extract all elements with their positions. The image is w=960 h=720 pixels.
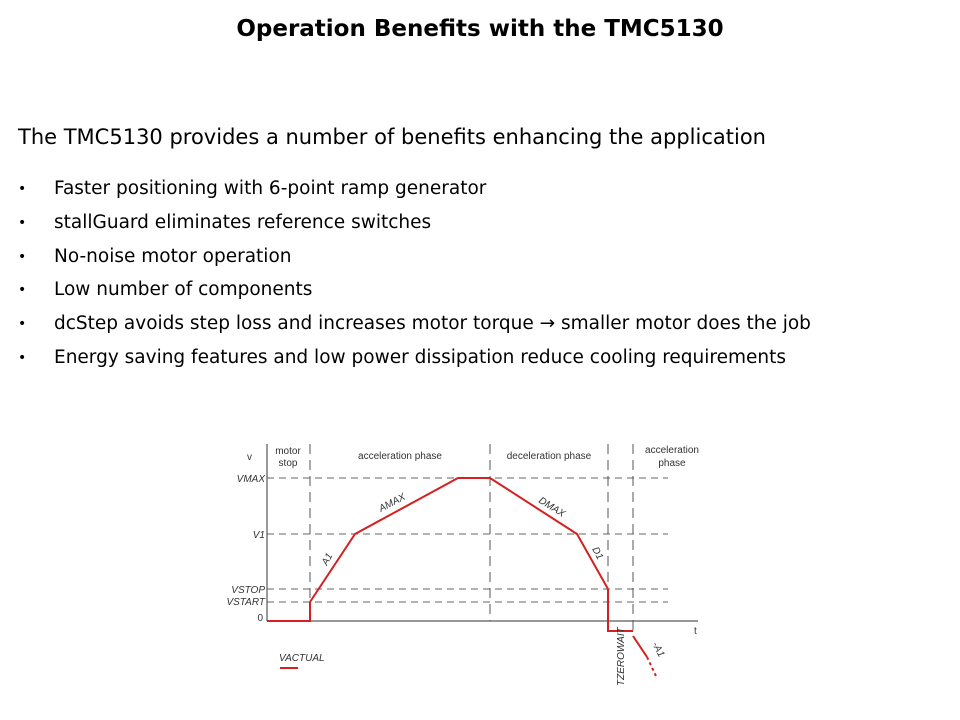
level-vmax: VMAX <box>236 474 265 485</box>
segment-amax: AMAX <box>377 491 408 515</box>
phase-label-acceleration2: acceleration <box>645 445 699 456</box>
segment-d1: D1 <box>589 545 606 562</box>
benefits-list <box>18 176 811 379</box>
vactual-ramp <box>267 478 633 631</box>
level-vstart: VSTART <box>226 597 265 608</box>
bullet-item: • dcStep avoids step loss and increases motor torque → smaller motor does the job <box>18 311 811 345</box>
segment-tzerowait: TZEROWAIT <box>616 627 627 686</box>
legend-label: VACTUAL <box>279 653 325 664</box>
phase-label-stop: stop <box>278 458 298 469</box>
bullet-item: • Faster positioning with 6-point ramp generator <box>18 176 811 210</box>
negative-ramp-dotted <box>647 657 656 676</box>
bullet-item: • No-noise motor operation <box>18 244 811 278</box>
velocity-ramp-diagram <box>220 436 720 686</box>
phase-grid <box>310 444 633 631</box>
bullet-item: • Low number of components <box>18 277 811 311</box>
bullet-item: • Energy saving features and low power dissipation reduce cooling requirements <box>18 345 811 379</box>
phase-label-acceleration2-phase: phase <box>658 458 686 469</box>
bullet-item: • stallGuard eliminates reference switches <box>18 210 811 244</box>
intro-text: The TMC5130 provides a number of benefits enhancing the application <box>18 125 766 149</box>
level-v1: V1 <box>252 530 265 541</box>
level-vstop: VSTOP <box>231 585 265 596</box>
phase-label-deceleration: deceleration phase <box>506 451 592 462</box>
level-zero: 0 <box>257 613 263 624</box>
segment-neg-a1: -A1 <box>649 640 667 660</box>
t-axis-label: t <box>694 626 697 637</box>
segment-a1: A1 <box>319 551 336 568</box>
v-axis-label: v <box>247 452 252 463</box>
negative-ramp-solid <box>633 636 647 657</box>
slide-title: Operation Benefits with the TMC5130 <box>236 16 724 42</box>
segment-dmax: DMAX <box>536 495 567 520</box>
phase-label-motor: motor <box>275 446 301 457</box>
phase-label-acceleration: acceleration phase <box>358 451 442 462</box>
